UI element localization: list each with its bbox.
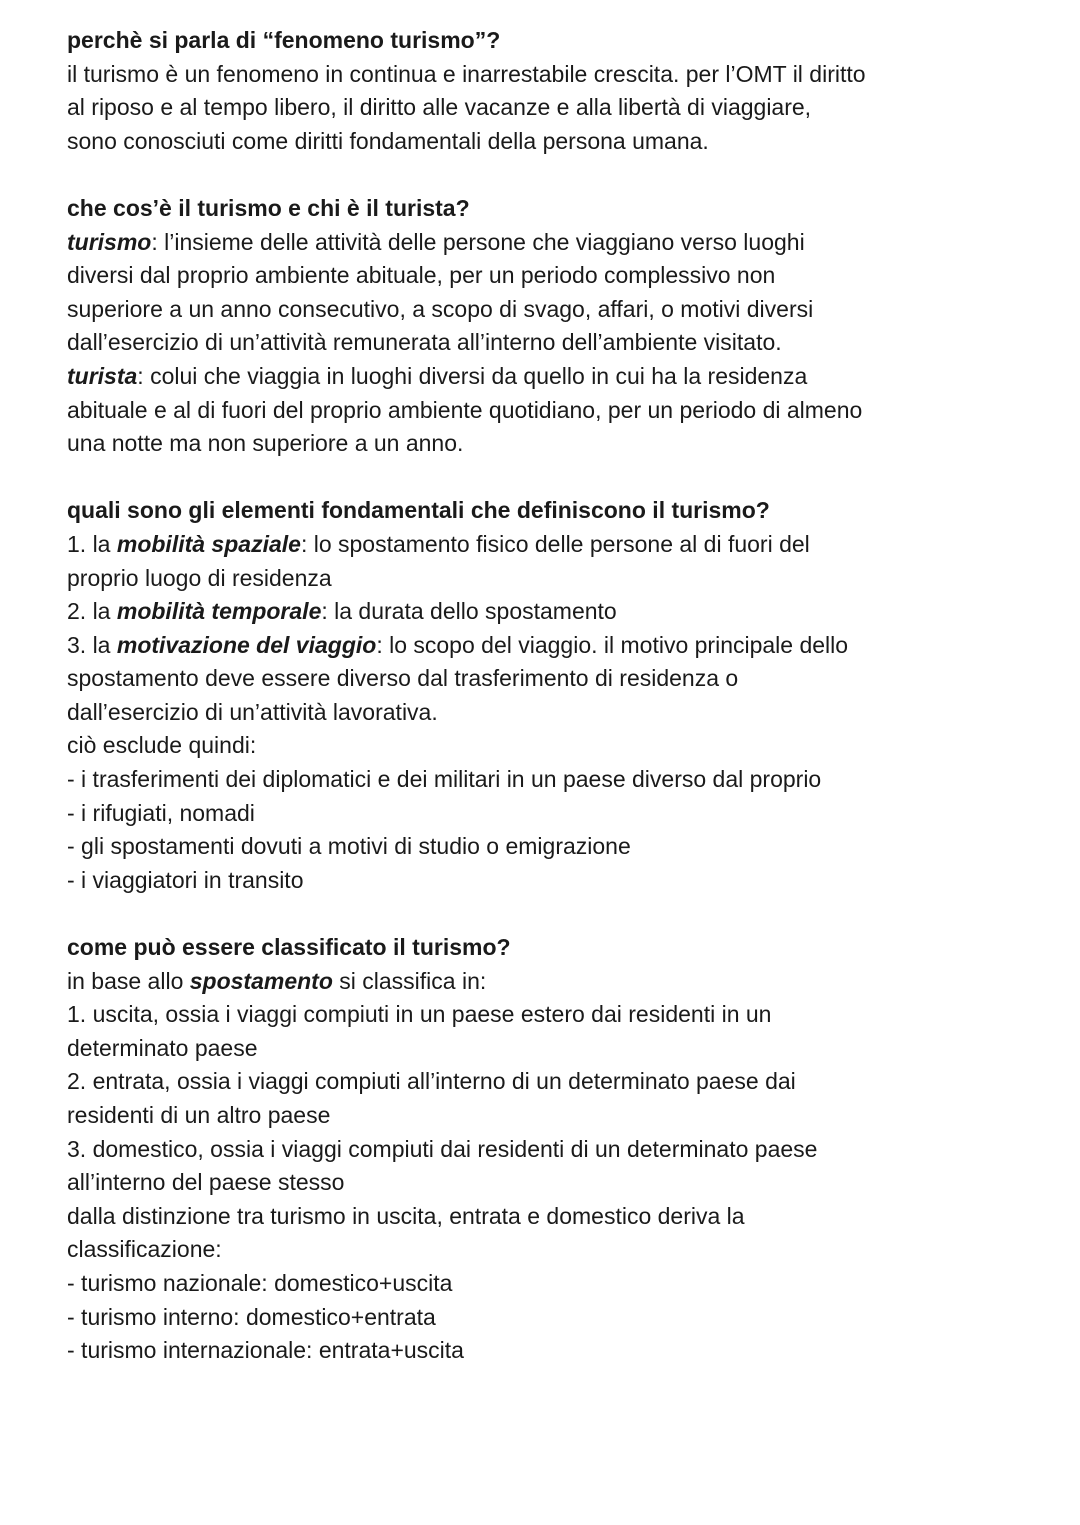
list-item (67, 629, 1027, 663)
paragraph-line: il turismo è un fenomeno in continua e inarrestabile crescita. per l’OMT il diritto (67, 60, 866, 87)
paragraph-line: una notte ma non superiore a un anno. (67, 430, 464, 457)
spacer (67, 897, 1027, 931)
list-item (67, 528, 1027, 562)
term-turismo: turismo (67, 228, 152, 255)
paragraph-line: diversi dal proprio ambiente abituale, per un periodo complessivo non (67, 262, 776, 289)
paragraph-line: superiore a un anno consecutivo, a scopo di svago, affari, o motivi diversi (67, 295, 814, 322)
term-motivazione-viaggio: motivazione del viaggio (116, 631, 377, 658)
exclusion-item: - i trasferimenti dei diplomatici e dei militari in un paese diverso dal proprio (67, 766, 822, 793)
paragraph-line: residenti di un altro paese (67, 1102, 331, 1128)
section-heading: quali sono gli elementi fondamentali che definiscono il turismo? (67, 497, 770, 524)
definition-text: : l’insieme delle attività delle persone che viaggiano verso luoghi (151, 228, 805, 255)
paragraph-line: abituale e al di fuori del proprio ambiente quotidiano, per un periodo di almeno (67, 396, 863, 423)
item-text: : lo spostamento fisico delle persone al di fuori del (300, 530, 810, 557)
term-mobilita-temporale: mobilità temporale (116, 598, 322, 625)
exclusion-item: - i viaggiatori in transito (67, 866, 304, 893)
definition-turista (67, 360, 1027, 394)
document-page (67, 24, 1027, 1368)
classification-intro (67, 965, 1027, 999)
item-prefix: 3. la (67, 631, 117, 658)
classification-item: - turismo internazionale: entrata+uscita (67, 1337, 464, 1364)
term-mobilita-spaziale: mobilità spaziale (116, 530, 301, 557)
paragraph-line: dalla distinzione tra turismo in uscita, entrata e domestico deriva la (67, 1202, 745, 1229)
intro-prefix: in base allo (67, 967, 190, 994)
term-turista: turista (67, 362, 138, 389)
section-definizioni (67, 192, 1027, 461)
term-spostamento: spostamento (189, 967, 333, 994)
paragraph-line: dall’esercizio di un’attività lavorativa. (67, 698, 438, 725)
paragraph-line: sono conosciuti come diritti fondamentali della persona umana. (67, 127, 709, 154)
spacer (67, 461, 1027, 495)
exclusion-item: - i rifugiati, nomadi (67, 799, 255, 826)
section-heading: come può essere classificato il turismo? (67, 934, 511, 961)
paragraph-line: determinato paese (67, 1034, 258, 1061)
definition-text: : colui che viaggia in luoghi diversi da quello in cui ha la residenza (137, 362, 808, 389)
item-prefix: 1. la (67, 530, 117, 557)
paragraph-line: 2. entrata, ossia i viaggi compiuti all’interno di un determinato paese dai (67, 1068, 796, 1095)
paragraph-line: al riposo e al tempo libero, il diritto alle vacanze e alla libertà di viaggiare, (67, 94, 812, 121)
paragraph-line: all’interno del paese stesso (67, 1169, 345, 1196)
item-text: : lo scopo del viaggio. il motivo principale dello (376, 631, 849, 658)
classification-item: - turismo nazionale: domestico+uscita (67, 1269, 453, 1296)
exclusion-intro: ciò esclude quindi: (67, 732, 257, 759)
section-classificazione (67, 931, 1027, 1368)
item-text: : la durata dello spostamento (321, 598, 617, 625)
spacer (67, 158, 1027, 192)
item-prefix: 2. la (67, 598, 117, 625)
section-fenomeno-turismo (67, 24, 1027, 158)
classification-item: - turismo interno: domestico+entrata (67, 1303, 436, 1330)
section-heading: perchè si parla di “fenomeno turismo”? (67, 27, 501, 53)
paragraph-line: 3. domestico, ossia i viaggi compiuti dai residenti di un determinato paese (67, 1135, 818, 1162)
definition-turismo (67, 226, 1027, 260)
paragraph-line: 1. uscita, ossia i viaggi compiuti in un paese estero dai residenti in un (67, 1001, 772, 1028)
intro-rest: si classifica in: (332, 967, 487, 994)
paragraph-line: spostamento deve essere diverso dal trasferimento di residenza o (67, 665, 739, 692)
paragraph-line: proprio luogo di residenza (67, 564, 332, 591)
paragraph-line: dall’esercizio di un’attività remunerata all’interno dell’ambiente visitato. (67, 329, 782, 356)
section-elementi-fondamentali (67, 494, 1027, 897)
list-item (67, 595, 1027, 629)
exclusion-item: - gli spostamenti dovuti a motivi di studio o emigrazione (67, 833, 631, 860)
paragraph-line: classificazione: (67, 1236, 222, 1263)
section-heading: che cos’è il turismo e chi è il turista? (67, 194, 470, 221)
